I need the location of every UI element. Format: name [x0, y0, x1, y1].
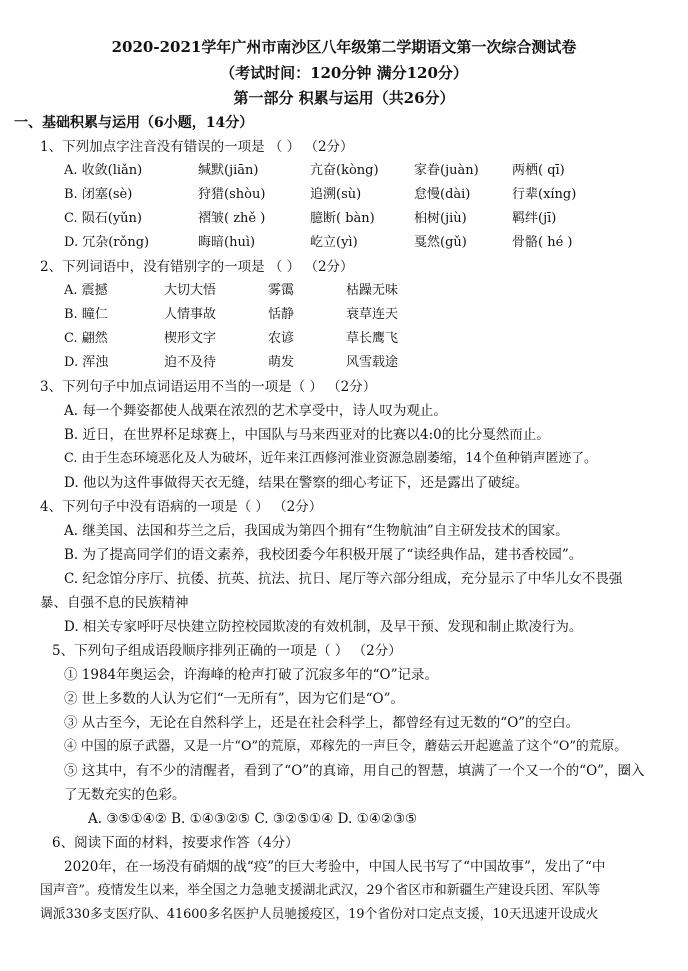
- q4-option-b: B. 为了提高同学们的语文素养，我校团委今年积极开展了“读经典作品，建书香校园”。: [64, 547, 583, 563]
- q4-option-c: C. 纪念馆分序厅、抗倭、抗英、抗法、抗日、尾厅等六部分组成，充分显示了中华儿女不畏强: [64, 571, 623, 587]
- q1-option-b2: 狩猎(shòu): [198, 187, 266, 202]
- part-title: 第一部分 积累与运用（共26分）: [233, 89, 455, 107]
- q1-option-b1: B. 闭塞(sè): [64, 187, 133, 202]
- q5-sentence-2: ② 世上多数的人认为它们“一无所有”，因为它们是“O”。: [64, 691, 404, 707]
- q3-option-c: C. 由于生态环境恶化及人为破坏，近年来江西修河淮业资源急剧萎缩，14个鱼种销声匿迹了。: [64, 451, 597, 466]
- q2-option-b2: 人情事故: [164, 307, 217, 322]
- exam-title: 2020-2021学年广州市南沙区八年级第二学期语文第一次综合测试卷: [111, 38, 577, 56]
- exam-subtitle: （考试时间：120分钟 满分120分）: [220, 64, 468, 82]
- q6-paragraph-line-2: 国声音”。疫情发生以来，举全国之力急驰支援湖北武汉，29个省区市和新疆生产建设兵团、军队等: [40, 883, 601, 898]
- q3-option-d: D. 他以为这件事做得天衣无缝，结果在警察的细心考证下，还是露出了破绽。: [64, 475, 529, 491]
- q2-option-b1: B. 瞳仁: [64, 307, 108, 322]
- q1-option-c5: 羁绊(jī): [512, 211, 557, 226]
- q1-option-c4: 桕树(jiù): [414, 211, 467, 226]
- q1-stem: 1、下列加点字注音没有错误的一项是 （ ） （2分）: [40, 139, 354, 155]
- q5-sentence-5-cont: 了无数充实的色彩。: [64, 787, 186, 803]
- q2-option-d2: 迫不及待: [164, 355, 217, 370]
- q6-paragraph-line-1: 2020年，在一场没有硝烟的战“疫”的巨大考验中，中国人民书写了“中国故事”，发出了“中: [64, 859, 606, 875]
- q5-sentence-1: ① 1984年奥运会，许海峰的枪声打破了沉寂多年的“O”记录。: [64, 667, 439, 683]
- q5-sentence-4: ④ 中国的原子武器，又是一片“O”的荒原，邓稼先的一声巨令，蘑菇云开起遮盖了这个“O”的荒原。: [64, 739, 628, 754]
- q4-option-c-cont: 暴、自强不息的民族精神: [40, 595, 189, 611]
- q1-option-c2: 褶皱( zhě ): [198, 211, 266, 226]
- q4-option-d: D. 相关专家呼吁尽快建立防控校园欺凌的有效机制，及早干预、发现和制止欺凌行为。: [64, 619, 583, 635]
- q6-stem: 6、阅读下面的材料，按要求作答（4分）: [52, 835, 299, 851]
- q2-option-d1: D. 浑浊: [64, 355, 109, 370]
- q2-option-c3: 农谚: [268, 331, 295, 346]
- q2-option-b3: 恬静: [268, 307, 295, 322]
- q4-stem: 4、下列句子中没有语病的一项是（ ） （2分）: [40, 499, 323, 515]
- q1-option-d2: 晦暗(huì): [198, 235, 256, 250]
- q3-stem: 3、下列句子中加点词语运用不当的一项是（ ） （2分）: [40, 379, 377, 395]
- q2-option-a4: 枯躁无味: [346, 283, 399, 298]
- q1-option-b4: 怠慢(dài): [414, 187, 471, 202]
- q2-option-c1: C. 翩然: [64, 331, 108, 346]
- q1-option-d3: 屹立(yì): [310, 235, 358, 250]
- q5-choices: A. ③⑤①④② B. ①④③②⑤ C. ③②⑤①④ D. ①④②③⑤: [88, 811, 418, 827]
- q3-option-b: B. 近日，在世界杯足球赛上，中国队与马来西亚对的比赛以4:0的比分戛然而止。: [64, 427, 550, 443]
- q2-option-a3: 雾霭: [268, 283, 295, 298]
- q1-option-c3: 臆断( bàn): [310, 211, 375, 226]
- q1-option-a5: 两栖( qī): [512, 163, 565, 178]
- q1-option-d4: 戛然(gǔ): [414, 235, 467, 250]
- q1-option-d1: D. 冗杂(rǒng): [64, 235, 150, 250]
- q5-sentence-3: ③ 从古至今，无论在自然科学上，还是在社会科学上，都曾经有过无数的“O”的空白。: [64, 715, 580, 731]
- q2-option-c2: 楔形文字: [164, 331, 217, 346]
- q2-option-b4: 衰草连天: [346, 307, 399, 322]
- q1-option-a1: A. 收敛(liǎn): [64, 163, 143, 178]
- q2-stem: 2、下列词语中，没有错别字的一项是 （ ） （2分）: [40, 259, 354, 275]
- q2-option-d3: 萌发: [268, 355, 295, 370]
- q5-sentence-5: ⑤ 这其中，有不少的清醒者，看到了“O”的真谛，用自己的智慧，填满了一个又一个的“O”，圈入: [64, 763, 645, 779]
- q1-option-b3: 追溯(sù): [310, 187, 362, 202]
- q2-option-c4: 草长鹰飞: [346, 331, 399, 346]
- q1-option-d5: 骨骼( hé ): [512, 235, 573, 250]
- q2-option-a1: A. 震撼: [64, 283, 108, 298]
- q2-option-a2: 大切大悟: [164, 283, 217, 298]
- q3-option-a: A. 每一个舞姿都使人战栗在浓烈的艺术享受中，诗人叹为观止。: [64, 403, 447, 419]
- q1-option-a3: 亢奋(kòng): [310, 163, 379, 178]
- q2-option-d4: 风雪载途: [346, 355, 399, 370]
- q6-paragraph-line-3: 调派330多支医疗队、41600多名医护人员驰援疫区，19个省份对口定点支援，10天迅速开设成火: [40, 907, 599, 922]
- q4-option-a: A. 继美国、法国和芬兰之后，我国成为第四个拥有“生物航油”自主研发技术的国家。: [64, 523, 569, 539]
- q1-option-a2: 缄默(jiān): [198, 163, 259, 178]
- q1-option-c1: C. 陨石(yǔn): [64, 211, 142, 226]
- section-heading: 一、基础积累与运用（6小题，14分）: [14, 115, 254, 131]
- q5-stem: 5、下列句子组成语段顺序排列正确的一项是（ ） （2分）: [52, 643, 402, 659]
- q1-option-a4: 家眷(juàn): [414, 163, 479, 178]
- q1-option-b5: 行辈(xíng): [512, 187, 577, 202]
